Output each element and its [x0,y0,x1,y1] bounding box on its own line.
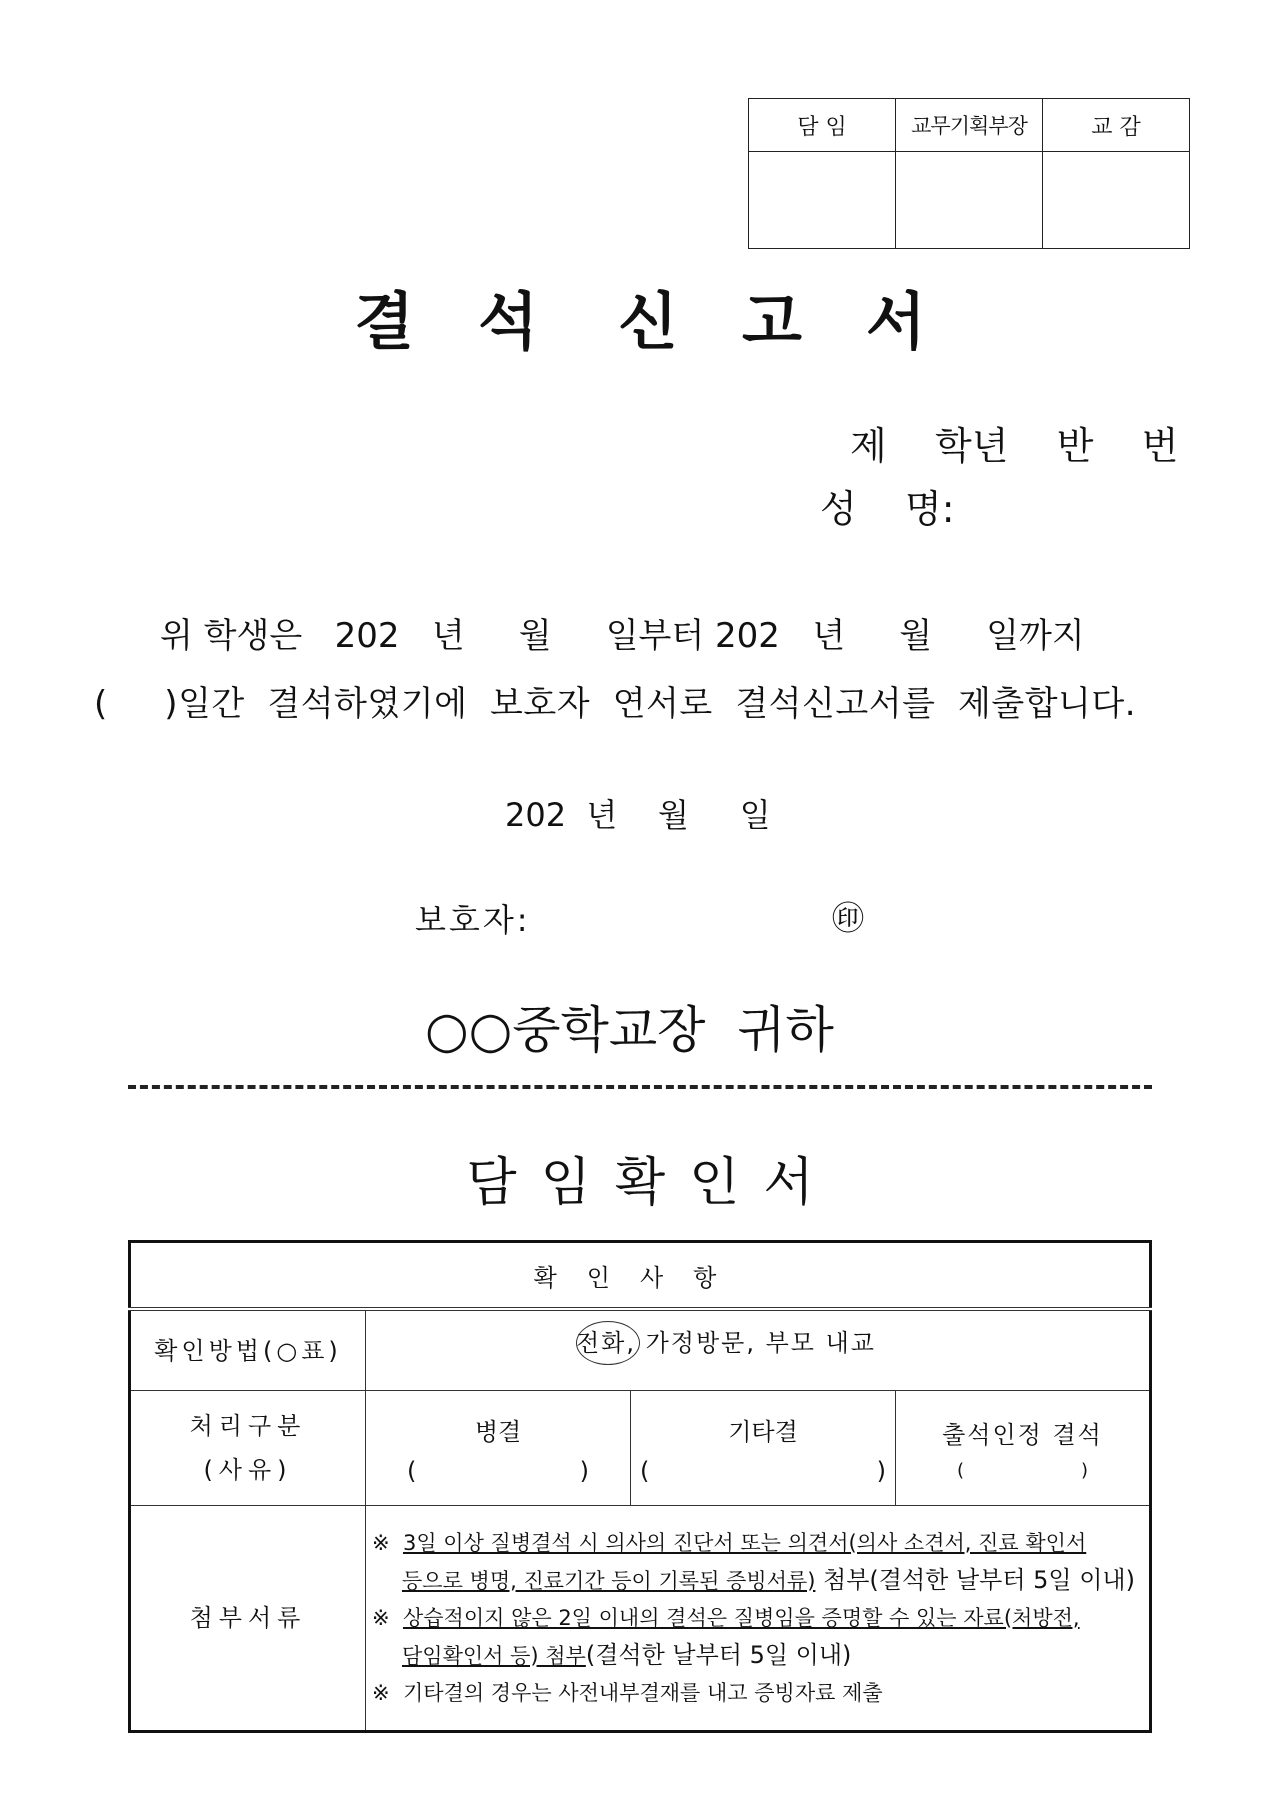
statement-line-1: 위 학생은 202 년 월 일부터 202 년 월 일까지 [160,616,1085,656]
statement-line-2: ( )일간 결석하였기에 보호자 연서로 결석신고서를 제출합니다. [94,684,1137,724]
attachment-notes [366,1506,1151,1732]
cut-line-divider [128,1085,1152,1089]
subtitle-char: 확 [614,1153,666,1213]
approval-sign-homeroom[interactable] [749,152,896,249]
confirmation-header: 확인사항 [130,1242,1151,1310]
approval-box [748,98,1190,249]
document-title [0,272,1280,361]
title-char: 신 [618,285,678,358]
student-class-line: 제 학년 반 번 [850,424,1179,468]
subtitle-char: 담 [466,1153,517,1213]
approval-header-homeroom: 담 임 [749,99,896,152]
method-label: 확인방법(○표) [130,1309,366,1391]
confirmation-table [128,1240,1152,1733]
subtitle-char: 임 [540,1153,591,1213]
seal-mark: ㊞ [832,899,865,937]
category-sick[interactable]: 병결 ( ) [366,1391,631,1506]
note-line: ※ 상습적이지 않은 2일 이내의 결석은 질병임을 증명할 수 있는 자료(처방전, [372,1605,1080,1630]
title-char: 결 [354,285,415,358]
title-char: 고 [741,285,802,358]
circle-mark-icon [576,1321,640,1365]
title-char: 서 [865,285,926,358]
addressee: ○○중학교장 귀하 [425,1001,834,1059]
approval-sign-vice-principal[interactable] [1043,152,1190,249]
approval-header-vice-principal: 교 감 [1043,99,1190,152]
guardian-label: 보호자: [415,901,531,939]
student-name-line: 성 명: [820,487,955,531]
note-line: ※ 3일 이상 질병결석 시 의사의 진단서 또는 의견서(의사 소견서, 진료 확인서 [372,1530,1087,1555]
approval-header-planning-head: 교무기획부장 [896,99,1043,152]
subtitle-char: 인 [689,1153,740,1213]
submission-date: 202 년 월 일 [505,796,771,834]
category-other[interactable]: 기타결 ( ) [631,1391,896,1506]
attachment-label: 첨부서류 [130,1506,366,1732]
title-char: 석 [478,285,539,358]
method-options[interactable]: 전화, 가정방문, 부모 내교 [366,1309,1151,1391]
homeroom-confirmation-title [0,1140,1280,1215]
note-line: ※ 기타결의 경우는 사전내부결재를 내고 증빙자료 제출 [372,1680,883,1705]
category-label: 처리구분 (사유) [130,1391,366,1506]
category-approved-absence[interactable]: 출석인정 결석 ( ) [896,1391,1151,1506]
note-line: 담임확인서 등) 첨부(결석한 날부터 5일 이내) [402,1640,852,1669]
note-line: 등으로 병명, 진료기간 등이 기록된 증빙서류) 첨부(결석한 날부터 5일 이내) [402,1565,1135,1594]
subtitle-char: 서 [763,1153,814,1213]
approval-sign-planning-head[interactable] [896,152,1043,249]
